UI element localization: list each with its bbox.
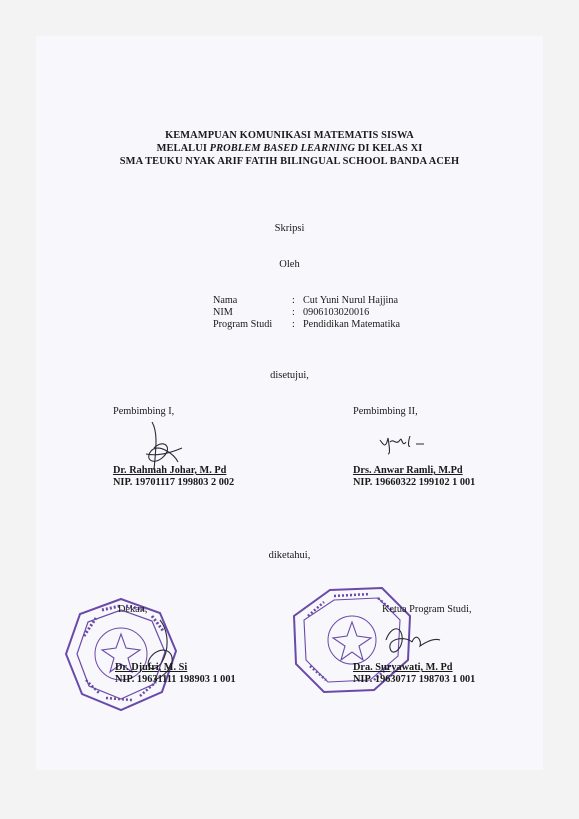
dean-name: Dr. Djufri, M. Si [115,662,188,673]
head-name: Dra. Suryawati, M. Pd [353,662,453,673]
title-line-2-suffix: DI KELAS XI [355,143,423,154]
info-value-nim: 0906103020016 [303,307,370,318]
supervisor1-role: Pembimbing I, [113,406,175,417]
info-sep-nim: : [292,307,295,318]
approved-label: disetujui, [270,370,309,381]
info-sep-name: : [292,295,295,306]
supervisor2-signature-icon [378,432,430,456]
supervisor1-nip: NIP. 19701117 199803 2 002 [113,477,235,488]
title-line-2-prefix: MELALUI [156,143,210,154]
info-label-program: Program Studi [213,319,273,330]
supervisor2-name: Drs. Anwar Ramli, M.Pd [353,465,463,476]
supervisor2-role: Pembimbing II, [353,406,418,417]
supervisor1-name: Dr. Rahmah Johar, M. Pd [113,465,227,476]
dean-nip: NIP. 19631111 198903 1 001 [115,674,236,685]
info-value-program: Pendidikan Matematika [303,319,401,330]
by-label: Oleh [279,259,300,270]
head-nip: NIP. 19630717 198703 1 001 [353,674,476,685]
supervisor2-nip: NIP. 19660322 199102 1 001 [353,477,476,488]
head-role: Ketua Program Studi, [382,604,472,615]
head-signature-icon [382,618,442,662]
title-line-2 [0,143,579,154]
title-line-2-italic: PROBLEM BASED LEARNING [209,143,356,154]
title-line-3: SMA TEUKU NYAK ARIF FATIH BILINGUAL SCHOOL BANDA ACEH [119,156,460,167]
document-type: Skripsi [274,223,305,234]
info-label-nim: NIM [213,307,233,318]
acknowledged-label: diketahui, [268,550,311,561]
title-line-1: KEMAMPUAN KOMUNIKASI MATEMATIS SISWA [165,130,414,141]
info-value-name: Cut Yuni Nurul Hajjina [303,295,398,306]
info-sep-program: : [292,319,295,330]
dean-role: Dekan, [118,604,148,615]
info-label-name: Nama [213,295,238,306]
